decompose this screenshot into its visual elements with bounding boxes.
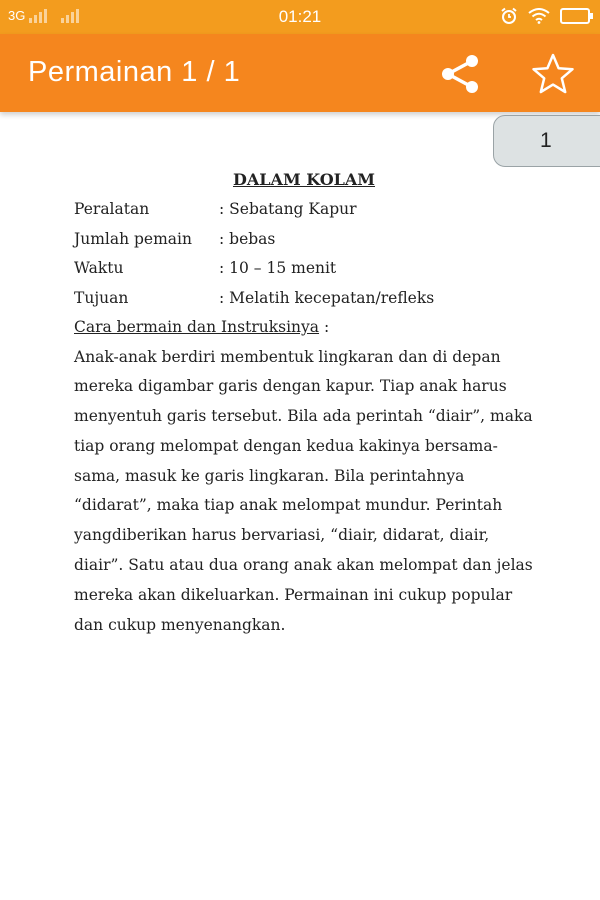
- field-value: : 10 – 15 menit: [219, 259, 337, 277]
- howto-line: [74, 313, 534, 343]
- field-value: : Melatih kecepatan/refleks: [219, 288, 435, 307]
- share-icon: [436, 52, 484, 96]
- wifi-icon: [528, 8, 550, 24]
- howto-heading: Cara bermain dan Instruksinya: [74, 318, 320, 336]
- share-button[interactable]: [436, 52, 484, 96]
- app-bar: [0, 34, 600, 112]
- favorite-button[interactable]: [530, 52, 576, 96]
- field-label: Waktu: [74, 259, 124, 277]
- star-icon: [530, 52, 576, 96]
- field-row: [74, 225, 534, 255]
- document-title: DALAM KOLAM: [232, 170, 376, 189]
- field-row: [74, 195, 534, 225]
- status-time: 01:21: [278, 7, 322, 26]
- field-row: [74, 254, 534, 284]
- page-title: Permainan 1 / 1: [28, 56, 241, 88]
- alarm-icon: [500, 7, 518, 25]
- howto-colon: :: [319, 318, 330, 336]
- field-label: Jumlah pemain: [74, 229, 192, 248]
- page-number: 1: [540, 129, 552, 152]
- field-value: : Sebatang Kapur: [219, 200, 357, 218]
- document-content: [74, 170, 534, 640]
- status-icons: [500, 7, 590, 25]
- field-row: [74, 284, 534, 314]
- network-type: 3G: [8, 8, 26, 23]
- field-label: Tujuan: [74, 288, 129, 307]
- page-number-badge[interactable]: [493, 115, 600, 167]
- instructions-paragraph: Anak-anak berdiri membentuk lingkaran dan di depan mereka digambar garis dengan kapur. Tiap anak harus menyentuh garis tersebut. Bila ada perintah “diair”, maka tiap orang melompat dengan kedua kakinya bersama-sama, masuk ke garis lingkaran. Bila perintahnya “didarat”, maka tiap anak melompat mundur. Perintah yangdiberikan harus bervariasi, “diair, didarat, diair, diair”. Satu atau dua orang anak akan melompat dan jelas mereka akan dikeluarkan. Permainan ini cukup popular dan cukup menyenangkan.: [74, 347, 533, 634]
- battery-icon: [560, 8, 590, 24]
- field-label: Peralatan: [74, 200, 150, 218]
- field-value: : bebas: [219, 229, 276, 248]
- status-bar: [0, 0, 600, 34]
